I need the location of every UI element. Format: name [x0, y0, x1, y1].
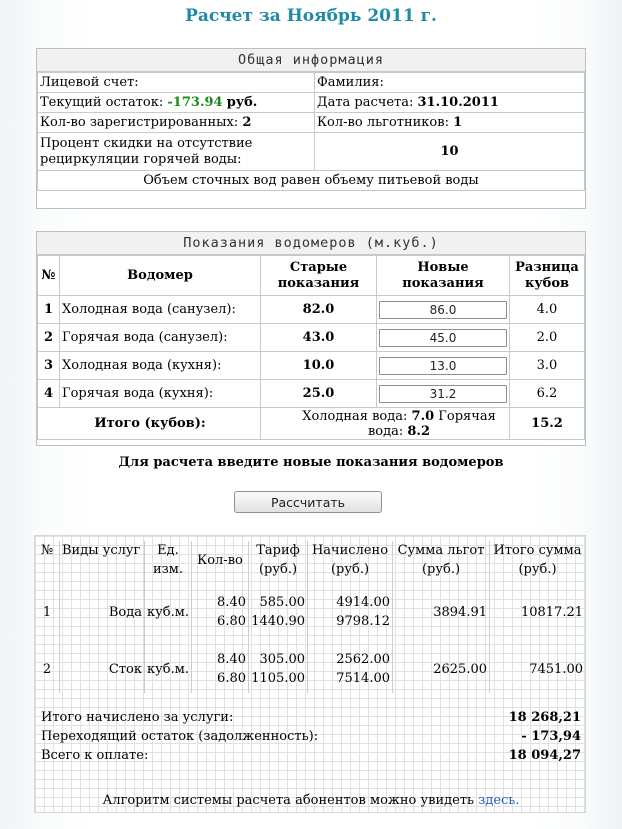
date-value: 31.10.2011: [417, 95, 499, 110]
bill-charged: [308, 579, 393, 645]
date-cell: [315, 93, 585, 113]
total-charged-label: Итого начислено за услуги:: [41, 710, 234, 725]
bill-charged-line1: 2562.00: [336, 652, 390, 667]
col-meter: Водомер: [60, 256, 261, 296]
bill-header-row: [35, 541, 585, 579]
total-to-pay-value: 18 094,27: [508, 748, 581, 763]
meter-new-cell: [377, 352, 510, 380]
col-old: Старые показания: [261, 256, 377, 296]
bill-num: 1: [42, 604, 52, 620]
input-hint: Для расчета введите новые показания водомеров: [118, 455, 504, 470]
date-label: Дата расчета:: [317, 95, 414, 110]
meter-new-cell: [377, 324, 510, 352]
meter-diff: 6.2: [510, 380, 585, 408]
meter-old: 10.0: [261, 352, 377, 380]
balance-cell: [38, 93, 315, 113]
bill-col-total-line2: (руб.): [518, 562, 557, 577]
meter-new-input[interactable]: [379, 357, 507, 375]
balance-label: Текущий остаток:: [40, 95, 164, 110]
bill-tariff-line2: 1105.00: [251, 671, 305, 686]
col-new: Новые показания: [377, 256, 510, 296]
meter-name: Холодная вода (санузел):: [60, 296, 261, 324]
bill-col-num: №: [40, 543, 54, 558]
surname-label: Фамилия:: [315, 73, 585, 93]
bill-col-benefit-line2: (руб.): [421, 562, 461, 577]
benefit-count-value: 1: [453, 115, 463, 130]
bill-col-total-line1: Итого сумма: [493, 543, 582, 558]
bill-col-charged-line1: Начислено: [311, 543, 389, 558]
bill-col-benefit-line1: Сумма льгот: [397, 543, 485, 558]
bill-col-tariff: [249, 541, 308, 579]
meter-total-sum: 15.2: [510, 408, 585, 440]
meter-name: Горячая вода (санузел):: [60, 324, 261, 352]
meter-new-input[interactable]: [379, 301, 507, 319]
bill-unit: куб.м.: [145, 579, 192, 645]
total-to-pay-label: Всего к оплате:: [41, 748, 149, 763]
bill-tariff-line2: 1440.90: [251, 614, 305, 629]
meter-old: 82.0: [261, 296, 377, 324]
carry-balance-value: - 173,94: [521, 729, 581, 744]
bill-tariff: [249, 645, 308, 693]
meter-new-cell: [377, 380, 510, 408]
bill-charged: [308, 645, 393, 693]
balance-unit: руб.: [226, 95, 258, 110]
benefit-count-cell: [315, 113, 585, 133]
general-info-table: [37, 72, 585, 191]
bill-col-unit: [145, 541, 192, 579]
bill-col-unit-line1: Ед.: [157, 543, 179, 558]
meter-old: 25.0: [261, 380, 377, 408]
bill-col-total: [490, 541, 586, 579]
meter-readings-table: [37, 255, 585, 440]
meter-total-breakdown: [261, 408, 510, 440]
bill-tariff-line1: 585.00: [259, 595, 305, 610]
total-hot-value: 8.2: [407, 423, 431, 439]
bill-tariff: [249, 579, 308, 645]
calculate-button[interactable]: Рассчитать: [234, 491, 382, 513]
algorithm-link[interactable]: здесь.: [478, 793, 520, 808]
meter-num: 2: [38, 324, 60, 352]
registered-value: 2: [242, 115, 252, 130]
total-cold-value: 7.0: [411, 408, 435, 424]
bill-table: [35, 541, 585, 693]
bill-service: Сток: [60, 645, 145, 693]
bill-row: [35, 645, 585, 693]
total-hot-label: Горячая вода:: [367, 408, 496, 439]
meter-row: [38, 380, 585, 408]
meter-diff: 3.0: [510, 352, 585, 380]
page-title: Расчет за Ноябрь 2011 г.: [185, 6, 437, 26]
bill-col-benefit: [393, 541, 490, 579]
bill-tariff-line1: 305.00: [259, 652, 305, 667]
bill-qty-line1: 8.40: [217, 595, 246, 610]
bill-qty: [192, 645, 249, 693]
balance-value: -173.94: [167, 95, 223, 110]
bill-service: Вода: [60, 579, 145, 645]
bill-charged-line2: 9798.12: [336, 614, 390, 629]
account-label: Лицевой счет:: [38, 73, 315, 93]
meter-diff: 4.0: [510, 296, 585, 324]
meter-num: 4: [38, 380, 60, 408]
bill-col-tariff-line2: (руб.): [258, 562, 298, 577]
footer-note: [0, 793, 622, 808]
carry-balance-label: Переходящий остаток (задолженность):: [41, 729, 319, 744]
bill-col-tariff-line1: Тариф: [256, 543, 300, 558]
bill-qty-line2: 6.80: [217, 614, 246, 629]
total-to-pay-line: [41, 748, 581, 763]
bill-col-charged: [308, 541, 393, 579]
meter-diff: 2.0: [510, 324, 585, 352]
meter-row: [38, 324, 585, 352]
bill-charged-line2: 7514.00: [336, 671, 390, 686]
carry-balance-line: [41, 729, 581, 744]
meter-readings-heading: Показания водомеров (м.куб.): [37, 232, 585, 255]
bill-col-unit-line2: изм.: [153, 562, 183, 577]
bill-total: 7451.00: [490, 645, 586, 693]
bill-col-service: Виды услуг: [60, 541, 145, 579]
meter-name: Горячая вода (кухня):: [60, 380, 261, 408]
total-charged-line: [41, 710, 581, 725]
bill-num: 2: [42, 661, 52, 677]
col-num: №: [38, 256, 60, 296]
bill-col-qty: Кол-во: [192, 541, 249, 579]
general-info-heading: Общая информация: [37, 49, 585, 72]
bill-benefit: 2625.00: [393, 645, 490, 693]
bill-qty: [192, 579, 249, 645]
discount-value: 10: [315, 133, 585, 171]
meter-num: 1: [38, 296, 60, 324]
registered-cell: [38, 113, 315, 133]
bill-panel: [34, 535, 586, 813]
discount-label: Процент скидки на отсутствие рециркуляции горячей воды:: [38, 133, 315, 171]
bill-qty-line1: 8.40: [217, 652, 246, 667]
meter-new-cell: [377, 296, 510, 324]
meter-name: Холодная вода (кухня):: [60, 352, 261, 380]
meter-new-input[interactable]: [379, 329, 507, 347]
meter-row: [38, 296, 585, 324]
general-info-panel: [36, 48, 586, 209]
footer-text: Алгоритм системы расчета абонентов можно увидеть: [102, 793, 475, 808]
meter-old: 43.0: [261, 324, 377, 352]
bill-row: [35, 579, 585, 645]
meter-readings-panel: [36, 231, 586, 446]
bill-col-charged-line2: (руб.): [330, 562, 370, 577]
bill-benefit: 3894.91: [393, 579, 490, 645]
benefit-count-label: Кол-во льготников:: [317, 115, 449, 130]
meter-total-row: [38, 408, 585, 440]
bill-total: 10817.21: [490, 579, 586, 645]
meter-total-label: Итого (кубов):: [38, 408, 261, 440]
meter-row: [38, 352, 585, 380]
sewage-note: Объем сточных вод равен объему питьевой воды: [38, 171, 585, 191]
meter-num: 3: [38, 352, 60, 380]
registered-label: Кол-во зарегистрированных:: [40, 115, 239, 130]
total-charged-value: 18 268,21: [508, 710, 581, 725]
total-cold-label: Холодная вода:: [302, 408, 408, 424]
meter-new-input[interactable]: [379, 385, 507, 403]
bill-charged-line1: 4914.00: [336, 595, 390, 610]
col-diff: Разница кубов: [510, 256, 585, 296]
bill-qty-line2: 6.80: [217, 671, 246, 686]
bill-unit: куб.м.: [145, 645, 192, 693]
